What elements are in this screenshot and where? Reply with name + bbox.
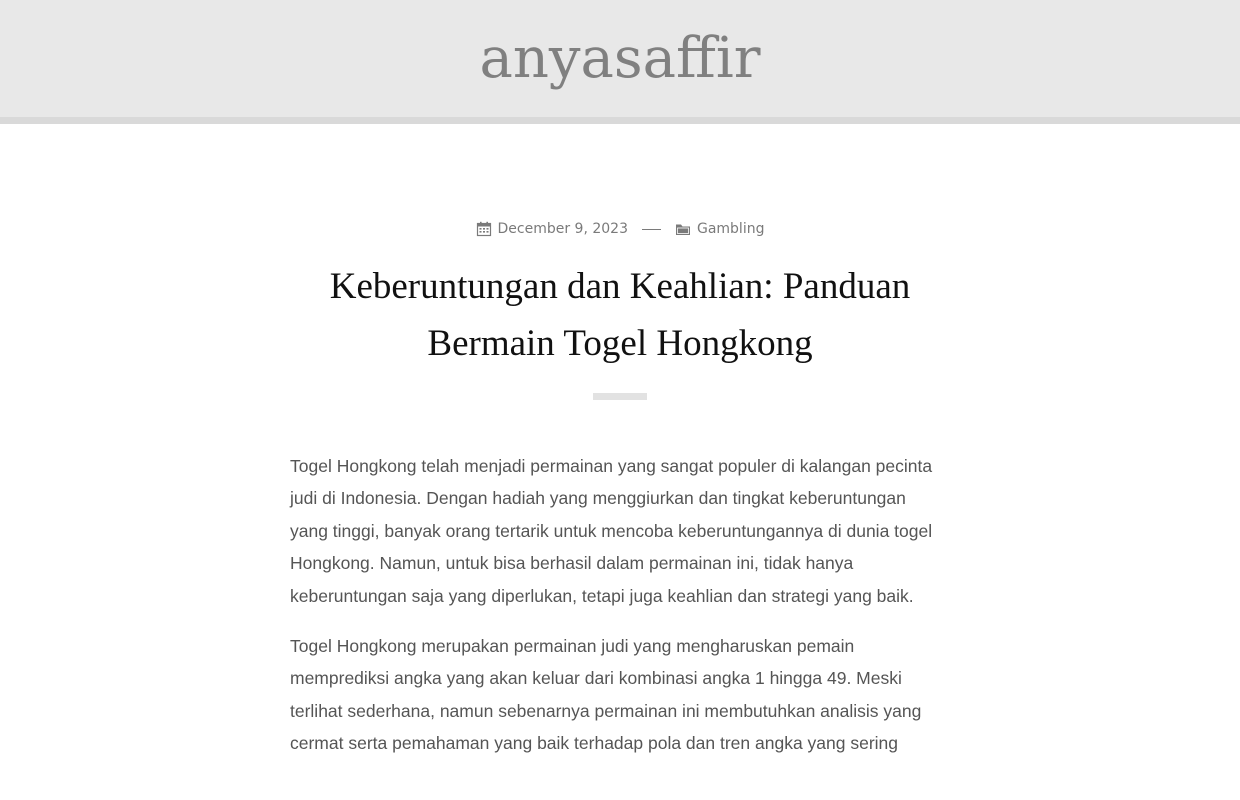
post-paragraph: Togel Hongkong telah menjadi permainan yang sangat populer di kalangan pecinta judi di Indonesia. Dengan hadiah yang menggiurkan dan tingkat keberuntungan yang tinggi, banyak orang tertarik untuk mencoba keberuntungannya di dunia togel Hongkong. Namun, untuk bisa berhasil dalam permainan ini, tidak hanya keberuntungan saja yang diperlukan, tetapi juga keahlian dan strategi yang baik. — [290, 456, 933, 606]
post-category-link[interactable]: Gambling — [696, 221, 765, 237]
site-header — [0, 0, 1240, 124]
title-divider — [593, 393, 647, 400]
post-title: Keberuntungan dan Keahlian: Panduan Bermain Togel Hongkong — [329, 266, 911, 364]
post-date — [476, 221, 628, 237]
site-title-link[interactable]: anyasaffir — [479, 26, 761, 91]
folder-icon — [675, 221, 691, 237]
post-date-link[interactable]: December 9, 2023 — [497, 221, 628, 237]
meta-separator — [642, 229, 661, 230]
post-meta — [0, 216, 1240, 242]
post-content — [290, 450, 945, 778]
post-category — [675, 221, 765, 237]
post-paragraph: Togel Hongkong merupakan permainan judi yang mengharuskan pemain memprediksi angka yang akan keluar dari kombinasi angka 1 hingga 49. Meski terlihat sederhana, namun sebenarnya permainan ini membutuhkan analisis yang cermat serta pemahaman yang baik terhadap pola dan tren angka yang sering — [290, 636, 922, 754]
calendar-icon — [476, 221, 492, 237]
